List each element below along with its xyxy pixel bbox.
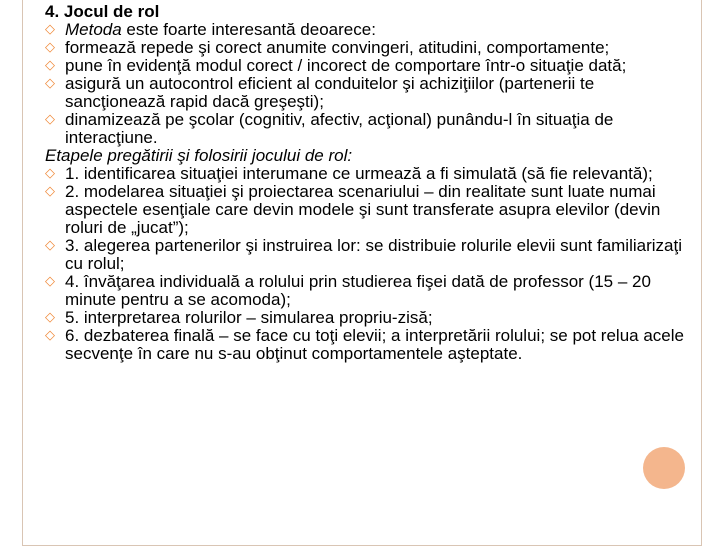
step-text: 5. interpretarea rolurilor – simularea propriu-zisă;	[65, 308, 433, 327]
diamond-outline-icon: ◇	[45, 40, 55, 55]
steps-subtitle: Etapele pregătirii şi folosirii jocului de rol:	[45, 146, 353, 165]
diamond-outline-icon: ◇	[45, 22, 55, 37]
section-title: 4. Jocul de rol	[45, 2, 160, 21]
list-item	[45, 111, 695, 147]
step-text: 2. modelarea situaţiei şi proiectarea scenariului – din realitate sunt luate numai aspectele esenţiale care devin modele şi sunt transferate asupra elevilor (devin roluri de „jucat”);	[65, 182, 661, 237]
diamond-outline-icon: ◇	[45, 76, 55, 91]
slide-content	[45, 3, 695, 363]
diamond-outline-icon: ◇	[45, 328, 55, 343]
decorative-circle	[643, 447, 685, 489]
list-item	[45, 39, 695, 57]
step-text: 1. identificarea situaţiei interumane ce urmează a fi simulată (să fie relevantă);	[65, 164, 653, 183]
intro-list	[45, 21, 695, 147]
steps-list	[45, 165, 695, 363]
list-item	[45, 21, 695, 39]
diamond-outline-icon: ◇	[45, 166, 55, 181]
step-item	[45, 165, 695, 183]
item-emphasis: Metoda	[65, 20, 122, 39]
item-text: formează repede şi corect anumite convingeri, atitudini, comportamente;	[65, 38, 610, 57]
item-text: dinamizează pe şcolar (cognitiv, afectiv, acţional) punându-l în situaţia de interacţiune.	[65, 110, 614, 147]
step-text: 4. învăţarea individuală a rolului prin studierea fişei dată de professor (15 – 20 minute pentru a se acomoda);	[65, 272, 651, 309]
step-item	[45, 183, 695, 237]
diamond-outline-icon: ◇	[45, 310, 55, 325]
step-item	[45, 237, 695, 273]
diamond-outline-icon: ◇	[45, 58, 55, 73]
diamond-outline-icon: ◇	[45, 112, 55, 127]
item-text: este foarte interesantă deoarece:	[121, 20, 376, 39]
list-item	[45, 75, 695, 111]
step-item	[45, 327, 695, 363]
diamond-outline-icon: ◇	[45, 274, 55, 289]
diamond-outline-icon: ◇	[45, 184, 55, 199]
step-item	[45, 273, 695, 309]
step-item	[45, 309, 695, 327]
step-text: 6. dezbaterea finală – se face cu toţi elevii; a interpretării rolului; se pot relua acele secvenţe în care nu s-au obţinut comportamentele aşteptate.	[65, 326, 684, 363]
step-text: 3. alegerea partenerilor şi instruirea lor: se distribuie rolurile elevii sunt familiarizaţi cu rolul;	[65, 236, 682, 273]
diamond-outline-icon: ◇	[45, 238, 55, 253]
list-item	[45, 57, 695, 75]
item-text: asigură un autocontrol eficient al conduitelor şi achiziţiilor (partenerii te sancţionează rapid dacă greşeşti);	[65, 74, 595, 111]
item-text: pune în evidenţă modul corect / incorect de comportare într-o situaţie dată;	[65, 56, 627, 75]
